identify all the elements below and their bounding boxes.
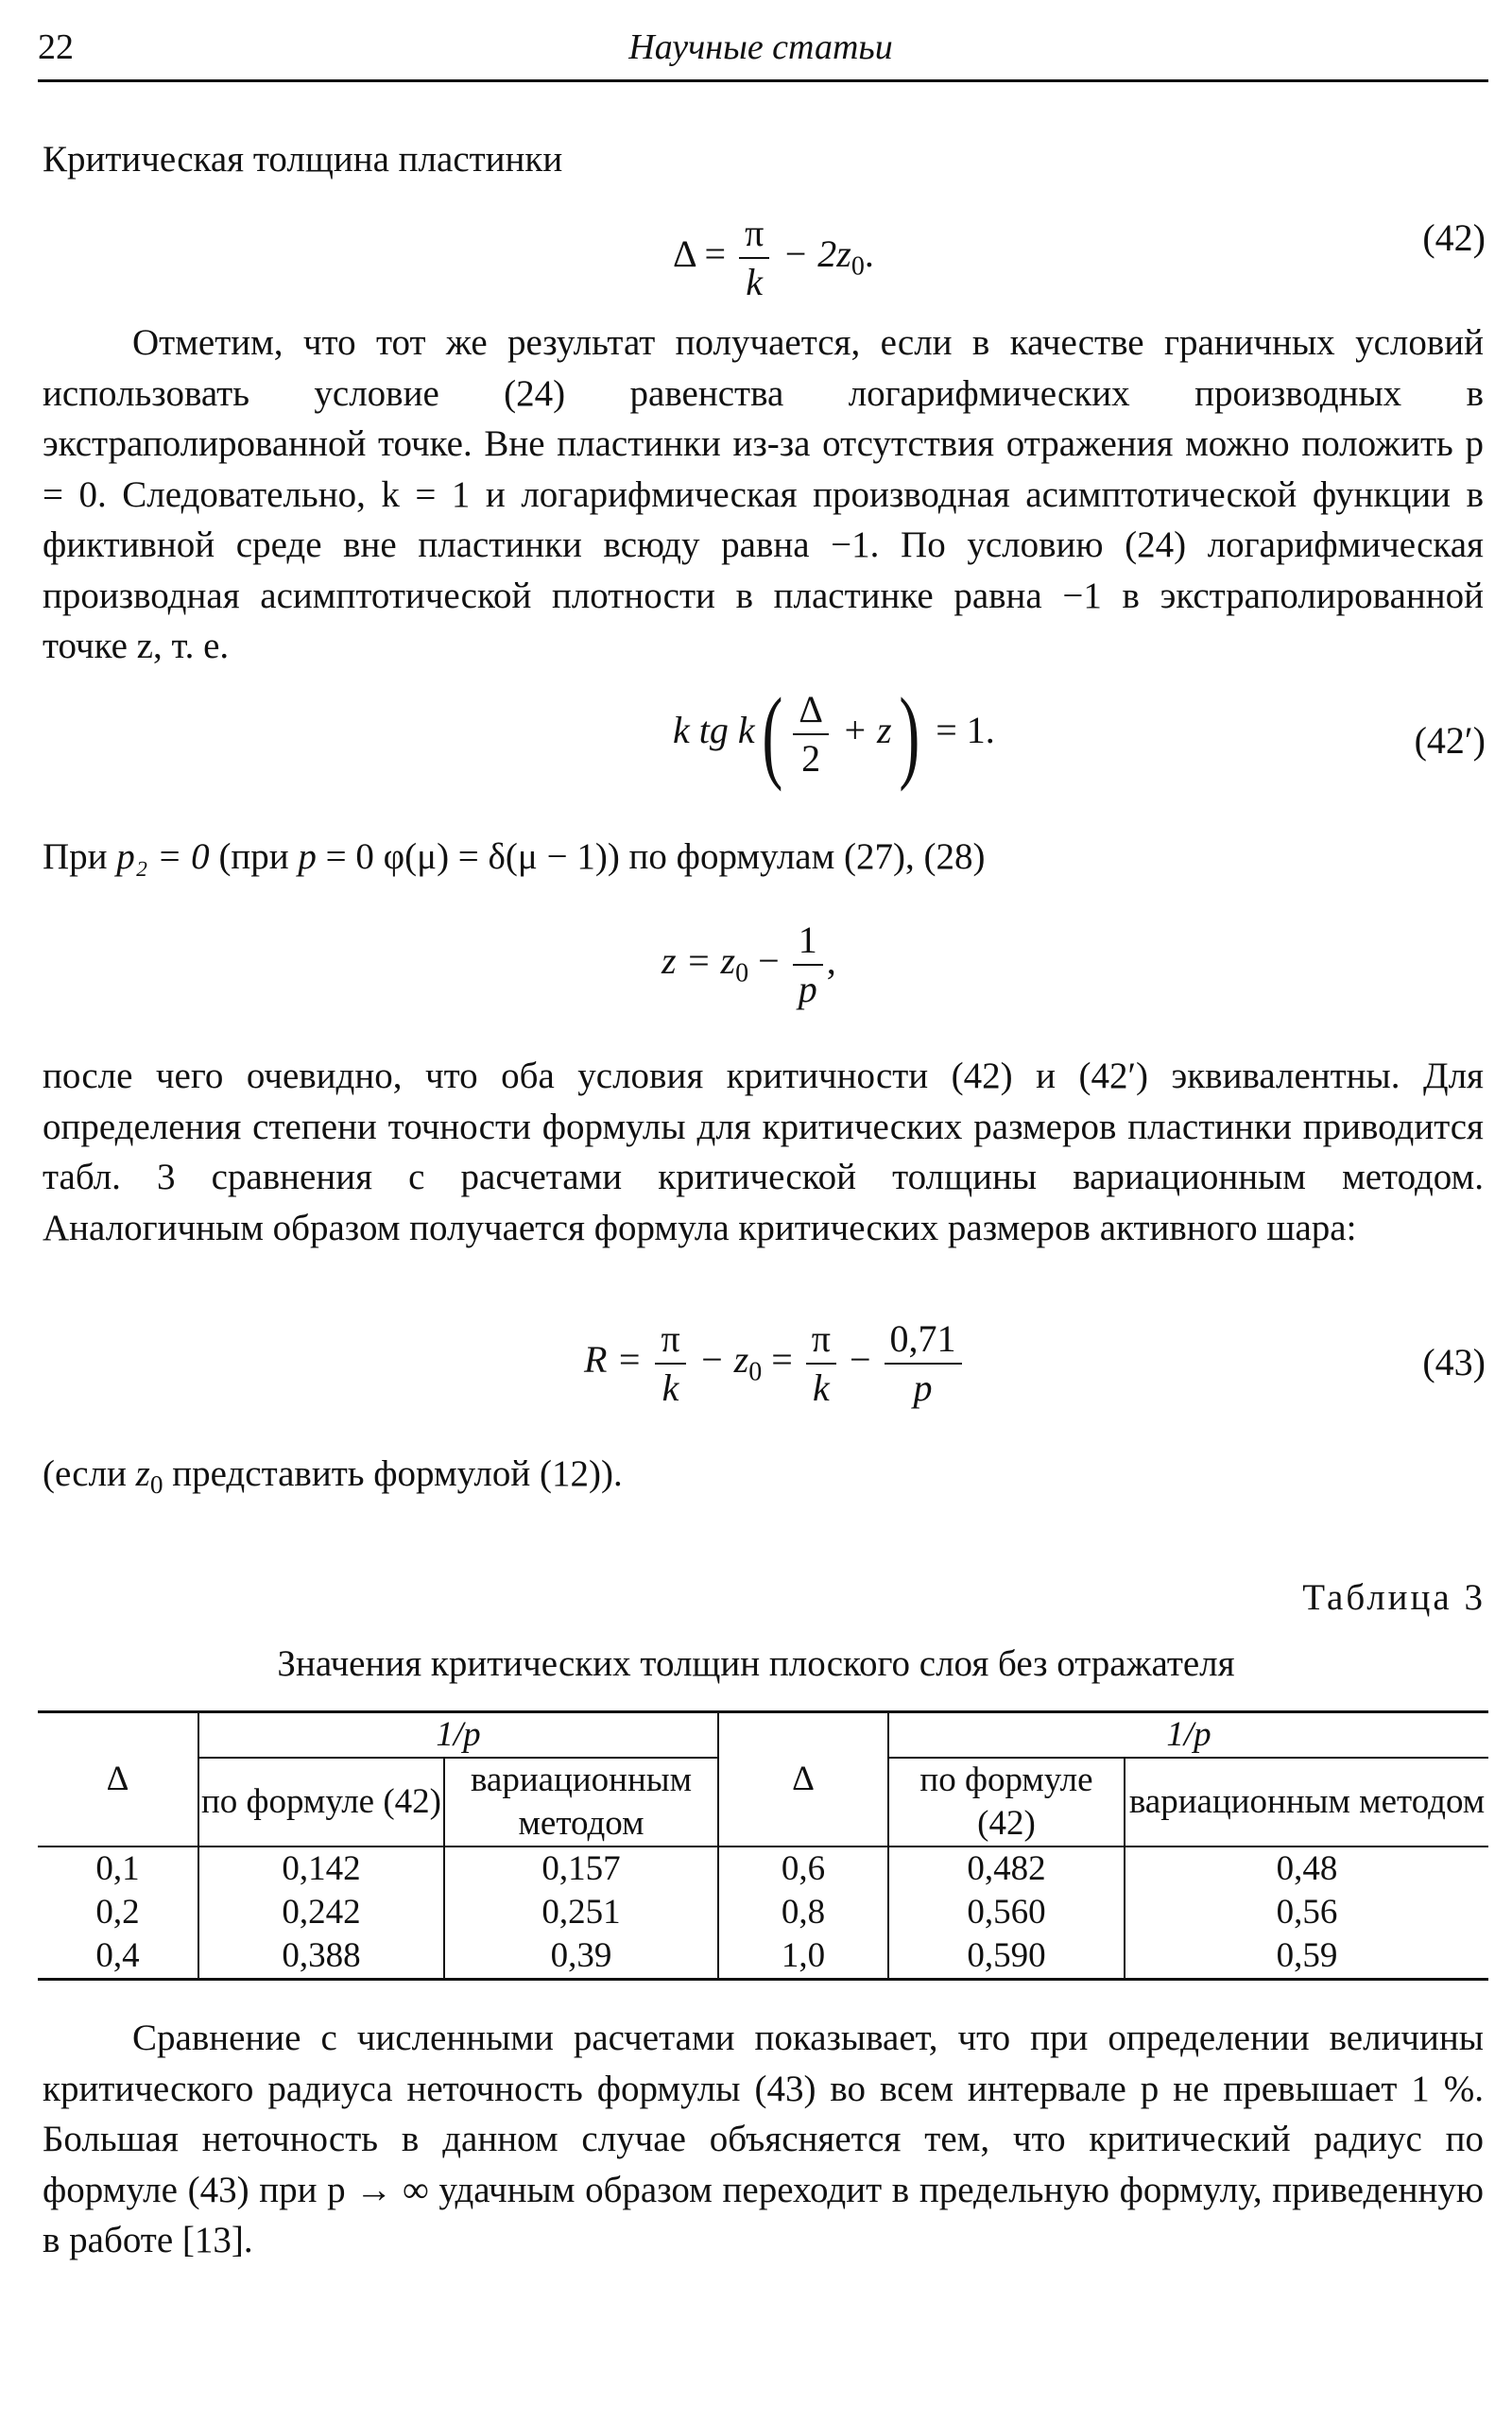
cell: 1,0 [718,1934,888,1980]
eq43-mid1: − z [689,1338,749,1382]
table-row [38,1847,1488,1891]
eqz-num: 1 [793,917,823,966]
z0-z: z [135,1453,150,1494]
eqz-minus: − [748,939,789,983]
equation-42-prime [673,677,995,792]
cell: 0,2 [95,1893,140,1932]
cell: 0,56 [1125,1891,1488,1934]
eq43-mid3: − [839,1338,881,1382]
eq42-number: (42) [1422,216,1486,259]
paragraph-3: Сравнение с численными расчетами показывает, что при определении величины критического радиуса неточность формулы (43) во всем интервале p не превышает 1 %. Большая неточность в данном случае объясняется тем, что критический радиус по формуле (43) при p → ∞ удачным образом переходит в предельную формулу, приведенную в работе [13]. [43,2018,1484,2260]
running-header: Научные статьи [628,27,893,67]
cell: 0,6 [718,1847,888,1891]
left-paren: ( [761,677,782,792]
paragraph-1: Отметим, что тот же результат получается, если в качестве граничных условий использовать условие (24) равенства логарифмических производных в экстраполированной точке. Вне пластинки из-за отсутствия отражения можно положить p = 0. Следовательно, k = 1 и логарифмическая производная асимптотической функции в фиктивной среде вне пластинки всюду равна −1. По условию (24) логарифмическая производная асимптотической плотности в пластинке равна −1 в экстраполированной точке z, т. е. [43,322,1484,666]
eq43-den1: k [662,1366,679,1409]
cond-p: p [298,836,317,877]
header-rule [38,79,1488,82]
cond-post: ) по формулам (27), (28) [607,836,986,877]
eq43-lhs: R = [584,1338,652,1382]
eq43-den2: k [812,1366,830,1409]
eq43-frac1 [655,1315,685,1412]
eq43-den3: p [913,1366,933,1409]
cell: 0,251 [444,1891,718,1934]
eqz-tail: , [826,939,836,983]
cell: 0,560 [888,1891,1125,1934]
cell: 0,4 [38,1934,198,1980]
header-var-left: вариационным методом [444,1758,718,1847]
z0-post: представить формулой (12)). [163,1453,623,1494]
header-group-left [198,1712,718,1759]
eq43-number: (43) [1422,1341,1486,1383]
cond-p2: p₂ = 0 [116,836,210,877]
cond-mid: (при [209,836,299,877]
header-group-right [888,1712,1488,1759]
eq43-frac2 [806,1315,836,1412]
table-label: Таблица 3 [1302,1577,1486,1618]
cell: 0,388 [198,1934,444,1980]
cell: 0,142 [198,1847,444,1891]
cell: 0,157 [444,1847,718,1891]
cell: 0,482 [888,1847,1125,1891]
z0-sub: 0 [149,1470,163,1500]
eq42-den: k [746,261,764,303]
paragraph-2: после чего очевидно, что оба условия критичности (42) и (42′) эквивалентны. Для определения степени точности формулы для критических размеров пластинки приводится табл. 3 сравнения с расчетами критической толщины вариационным методом. Аналогичным образом получается формула критических размеров активного шара: [43,1056,1484,1248]
eq42p-number: (42′) [1414,719,1486,762]
header-delta-right: Δ [718,1712,888,1847]
cell: 0,48 [1125,1847,1488,1891]
cell: 0,39 [444,1934,718,1980]
eq43-num2: π [806,1315,836,1365]
table-row [38,1891,1488,1934]
equation-43 [584,1315,966,1412]
eq43-num3: 0,71 [885,1315,962,1365]
eq42p-den: 2 [801,737,821,780]
critical-thickness-table [38,1710,1488,1981]
eq42-lhs: Δ = [673,232,736,276]
eqz-lhs: z = z [662,939,736,983]
z0-note [43,1449,1484,1500]
eqz-den: p [798,968,817,1010]
eq42-fraction [739,210,769,306]
eq42-rest: − 2z [773,232,851,276]
table-caption: Значения критических толщин плоского слоя без отражателя [277,1643,1235,1684]
cell: 0,1 [38,1847,198,1891]
right-paren: ) [898,677,919,792]
eq43-num1: π [655,1315,685,1365]
eq42p-lhs: k tg k [673,709,755,752]
z0-pre: (если [43,1453,136,1494]
eq42p-num: Δ [793,686,829,735]
eq42p-inner: + z [833,709,892,752]
eq42-sub: 0 [850,251,865,282]
eq43-frac3 [885,1315,962,1412]
eqz-fraction [793,917,823,1013]
condition-line [43,832,1484,883]
equation-z [662,917,836,1013]
eq43-mid2: = [762,1338,802,1382]
cond-pre: При [43,836,117,877]
eqz-sub: 0 [735,958,749,988]
cond-formula: = 0 φ(μ) = δ(μ − 1) [316,836,608,877]
page-number: 22 [38,27,74,67]
cell: 0,59 [1125,1934,1488,1980]
cell: 0,8 [718,1891,888,1934]
group-label-right: 1/p [1166,1715,1211,1754]
cell: 0,242 [198,1891,444,1934]
eq42p-rhs: = 1. [926,709,995,752]
table-row [38,1934,1488,1980]
eq43-sub: 0 [748,1357,763,1387]
equation-42 [673,210,874,306]
eq42-tail: . [864,232,874,276]
eq42-num: π [739,210,769,259]
cell: 0,590 [888,1934,1125,1980]
intro-line: Критическая толщина пластинки [43,139,563,180]
group-label-left: 1/p [436,1715,481,1754]
eq42p-fraction [793,686,829,782]
header-var-right: вариационным методом [1125,1758,1488,1847]
header-formula-right: по формуле (42) [888,1758,1125,1847]
header-delta-left: Δ [38,1712,198,1847]
header-formula-left: по формуле (42) [198,1758,444,1847]
